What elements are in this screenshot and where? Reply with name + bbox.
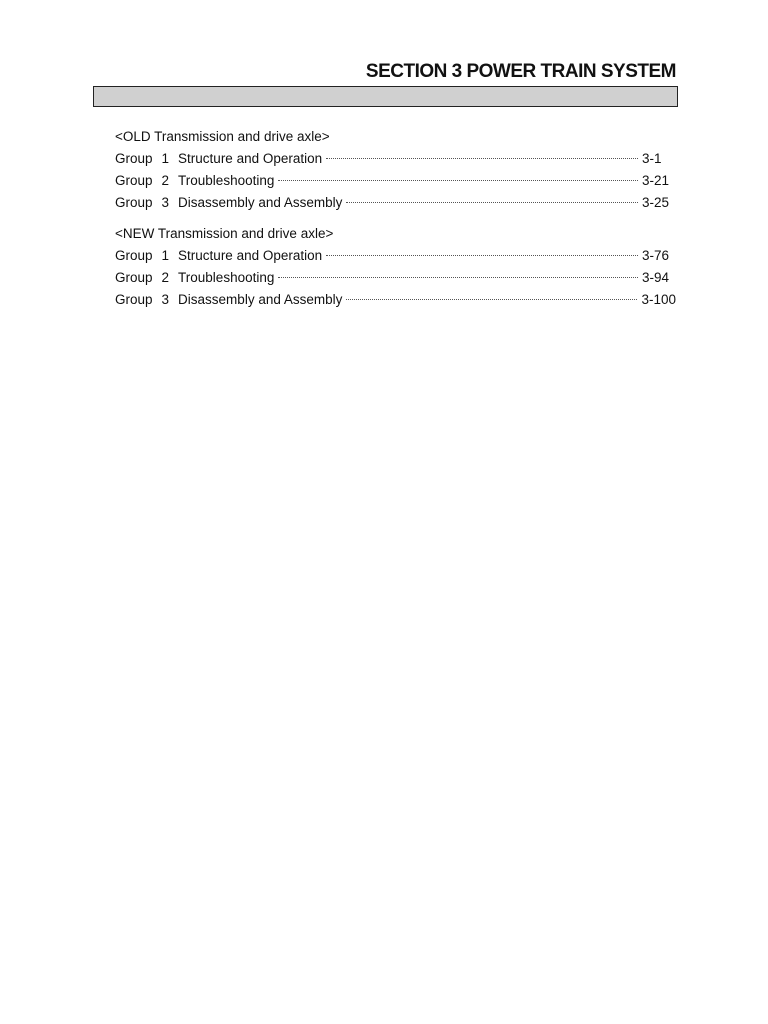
table-of-contents (115, 126, 676, 311)
dot-leader (326, 158, 638, 159)
group-label: Group (115, 270, 153, 285)
group-label: Group (115, 195, 153, 210)
toc-entry-old-2[interactable] (115, 170, 676, 192)
dot-leader (326, 255, 638, 256)
group-number: 2 (161, 270, 170, 285)
toc-entry-new-2[interactable] (115, 267, 676, 289)
entry-title: Disassembly and Assembly (178, 292, 343, 307)
title-bar (93, 86, 678, 107)
toc-entry-new-1[interactable] (115, 245, 676, 267)
group-number: 1 (161, 248, 170, 263)
entry-title: Troubleshooting (178, 173, 275, 188)
page-number: 3-76 (642, 248, 670, 263)
dot-leader (346, 299, 637, 300)
entry-title: Structure and Operation (178, 151, 323, 166)
page-number: 3-25 (642, 195, 670, 210)
group-number: 3 (161, 195, 170, 210)
page-number: 3-94 (642, 270, 670, 285)
group-number: 3 (161, 292, 170, 307)
group-label: Group (115, 248, 153, 263)
dot-leader (278, 277, 638, 278)
entry-title: Structure and Operation (178, 248, 323, 263)
toc-entry-old-3[interactable] (115, 192, 676, 214)
entry-title: Disassembly and Assembly (178, 195, 343, 210)
dot-leader (346, 202, 638, 203)
group-label: Group (115, 173, 153, 188)
page-number: 3-21 (642, 173, 670, 188)
toc-entry-new-3[interactable] (115, 289, 676, 311)
group-label: Group (115, 292, 153, 307)
new-heading: <NEW Transmission and drive axle> (115, 226, 334, 241)
page-number: 3-100 (641, 292, 676, 307)
toc-entry-old-1[interactable] (115, 148, 676, 170)
page-number: 3-1 (642, 151, 662, 166)
group-number: 1 (161, 151, 170, 166)
entry-title: Troubleshooting (178, 270, 275, 285)
old-heading: <OLD Transmission and drive axle> (115, 129, 330, 144)
dot-leader (278, 180, 638, 181)
section-title: SECTION 3 POWER TRAIN SYSTEM (365, 61, 676, 82)
group-number: 2 (161, 173, 170, 188)
group-label: Group (115, 151, 153, 166)
